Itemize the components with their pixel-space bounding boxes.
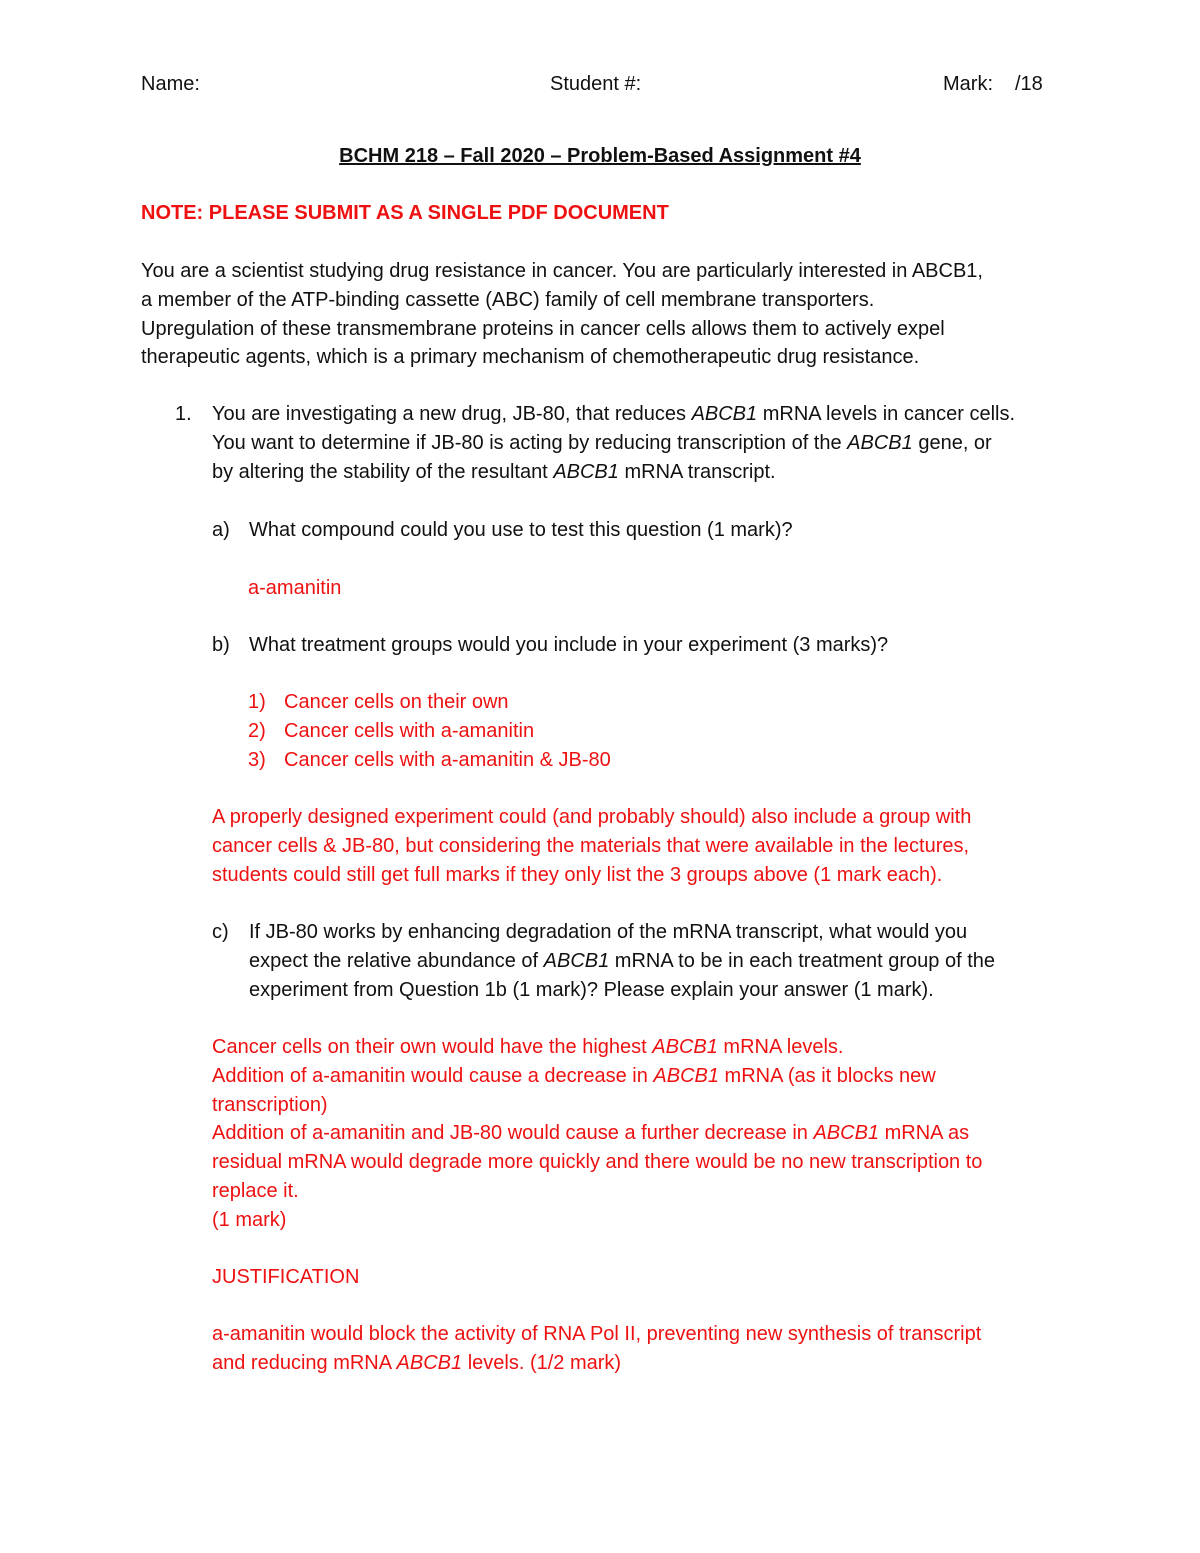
subquestion-label: b) (212, 634, 230, 656)
answer-1a: a-amanitin (248, 577, 342, 599)
gene-name: ABCB1 (652, 1036, 718, 1058)
intro-line: a member of the ATP-binding cassette (ABC) family of cell membrane transporters. (141, 288, 875, 311)
subquestion-label: c) (212, 921, 229, 943)
document-page: Name: Student #: Mark: /18 BCHM 218 – Fall 2020 – Problem-Based Assignment #4 NOTE: PLEASE SUBMIT AS A SINGLE PDF DOCUMENT You are a scientist studying drug resistance in cancer. You are particularly interested in ABCB1, a member of the ATP-binding cassette (ABC) family of cell membrane transporters. Upregulation of these transmembrane proteins in cancer cells allows them to actively expel therapeutic agents, which is a primary mechanism of chemotherapeutic drug resistance. 1. You are investigating a new drug, JB-80, that reduces ABCB1 mRNA levels in cancer cells. You want to determine if JB-80 is acting by reducing transcription of the ABCB1 gene, or by altering the stability of the resultant ABCB1 mRNA transcript. a) What compound could you use to test this question (1 mark)? a-amanitin b) What treatment groups would you include in your experiment (3 marks)? 1) Cancer cells on their own 2) Cancer cells with a-amanitin 3) Cancer cells with a-amanitin & JB-80 A properly designed experiment could (and probably should) also include a group with cancer cells & JB-80, but considering the materials that were available in the lectures, students could still get full marks if they only list the 3 groups above (1 mark each). c) If JB-80 works by enhancing degradation of the mRNA transcript, what would you expect the relative abundance of ABCB1 mRNA to be in each treatment group of the experiment from Question 1b (1 mark)? Please explain your answer (1 mark). Cancer cells on their own would have the highest ABCB1 mRNA levels. Addition of a-amanitin would cause a decrease in ABCB1 mRNA (as it blocks new transcription) Addition of a-amanitin and JB-80 would cause a further decrease in ABCB1 mRNA as residual mRNA would degrade more quickly and there would be no new transcription to replace it. (1 mark) JUSTIFICATION a-amanitin would block the activity of RNA Pol II, preventing new synthesis of transcript and reducing mRNA ABCB1 levels. (1/2 mark) (0, 0, 1200, 1553)
justification-heading: JUSTIFICATION (212, 1266, 360, 1288)
question-line: You are investigating a new drug, JB-80, that reduces ABCB1 mRNA levels in cancer cells. (212, 403, 1016, 425)
gene-name: ABCB1 (543, 949, 610, 972)
gene-name: ABCB1 (691, 403, 758, 425)
mark-total: /18 (1015, 73, 1043, 95)
name-label: Name: (141, 73, 200, 95)
submission-note: NOTE: PLEASE SUBMIT AS A SINGLE PDF DOCUMENT (141, 202, 669, 224)
answer-1c: Cancer cells on their own would have the highest ABCB1 mRNA levels. Addition of a-amanitin would cause a decrease in ABCB1 mRNA (as it blocks new transcription) Addition of a-amanitin and JB-80 would cause a further decrease in ABCB1 mRNA as residual mRNA would degrade more quickly and there would be no new transcription to replace it. (1 mark) (212, 1033, 982, 1235)
subquestion-label: a) (212, 519, 230, 541)
question-1-text (212, 400, 1092, 486)
intro-line: therapeutic agents, which is a primary mechanism of chemotherapeutic drug resistance. (141, 346, 920, 369)
mark-label: Mark: (943, 73, 993, 95)
student-number-label: Student #: (550, 73, 642, 95)
answer-1b-note: A properly designed experiment could (and probably should) also include a group with cancer cells & JB-80, but considering the materials that were available in the lectures, students could still get full marks if they only list the 3 groups above (1 mark each). (212, 806, 972, 886)
assignment-title: BCHM 218 – Fall 2020 – Problem-Based Assignment #4 (339, 145, 861, 167)
subquestion-text: If JB-80 works by enhancing degradation of the mRNA transcript, what would you expect the relative abundance of ABCB1 mRNA to be in each treatment group of the experiment from Question 1b (1 mark)? Please explain your answer (1 mark). (249, 921, 996, 1001)
intro-line: You are a scientist studying drug resistance in cancer. You are particularly interested in ABCB1, (141, 260, 983, 282)
subquestion-text: What compound could you use to test this question (1 mark)? (249, 519, 793, 541)
gene-name: ABCB1 (847, 431, 913, 454)
header-row (141, 70, 1061, 100)
gene-name: ABCB1 (396, 1351, 463, 1374)
subquestion-text: What treatment groups would you include in your experiment (3 marks)? (249, 634, 889, 656)
gene-name: ABCB1 (553, 460, 619, 483)
question-line: You want to determine if JB-80 is acting by reducing transcription of the ABCB1 gene, or (212, 431, 992, 454)
gene-name: ABCB1 (653, 1064, 719, 1087)
mark-value: (1 mark) (212, 1208, 287, 1231)
intro-paragraph (141, 257, 1071, 372)
justification-text: a-amanitin would block the activity of RNA Pol II, preventing new synthesis of transcript and reducing mRNA ABCB1 levels. (1/2 mark) (212, 1323, 982, 1374)
intro-line: Upregulation of these transmembrane proteins in cancer cells allows them to actively expel (141, 317, 945, 340)
gene-name: ABCB1 (813, 1122, 880, 1145)
question-line: by altering the stability of the resultant ABCB1 mRNA transcript. (212, 460, 776, 483)
question-number: 1. (175, 403, 192, 425)
mark-field (943, 70, 1043, 99)
